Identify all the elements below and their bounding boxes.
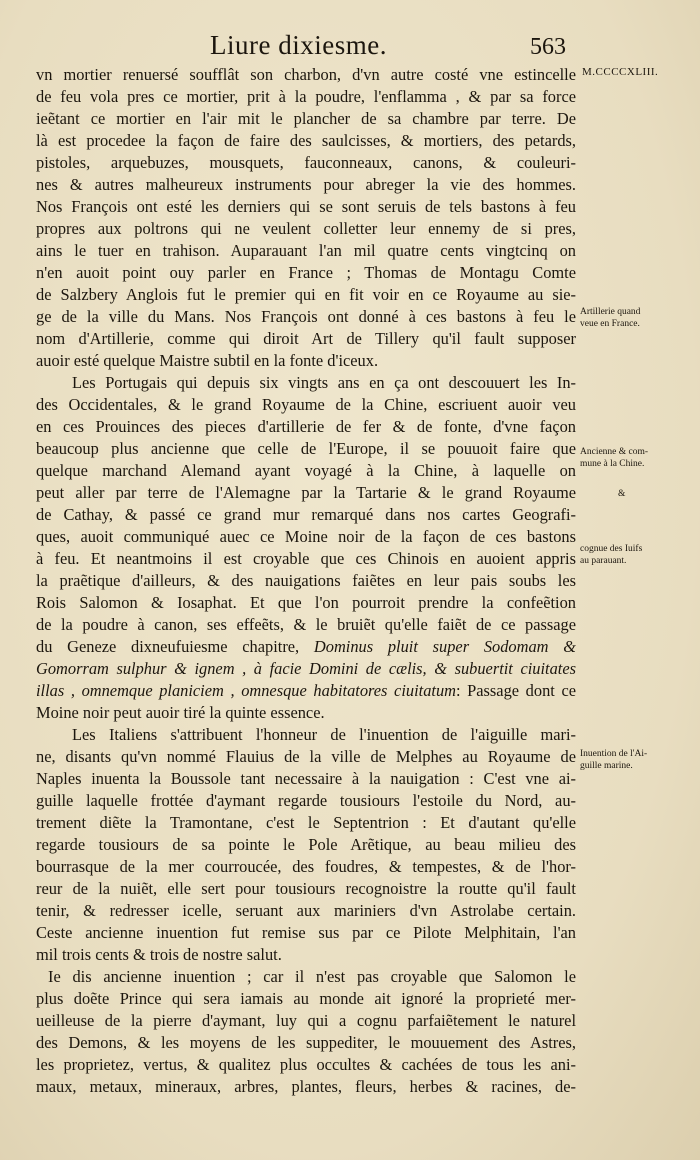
text-roman: ieẽtant ce mortier en l'air mit le plancher de sa chambre par terre. De [36,109,576,128]
text-italic-quote: Dominus pluit super Sodomam & [313,637,576,656]
margin-note-line: mune à la Chine. [580,459,645,469]
text-roman: Les Italiens s'attribuent l'honneur de l'inuention de l'aiguille mari- [72,725,576,744]
text-line [36,1054,576,1076]
margin-note-iuifs [580,543,692,567]
text-line [36,416,576,438]
text-line [36,152,576,174]
text-roman: maux, metaux, mineraux, arbres, plantes, fleurs, herbes & racines, de- [36,1077,576,1096]
text-line [36,922,576,944]
text-roman: les proprietez, vertus, & qualitez plus occultes & cachées de tous les ani- [36,1055,576,1074]
text-roman: de la poudre à canon, ses effeẽts, & le bruiẽt qu'elle faiẽt de ce passage [36,615,576,634]
text-line [36,592,576,614]
text-line [36,548,576,570]
text-roman: Ceste ancienne inuention fut remise sus par ce Pilote Melphitain, l'an [36,923,576,942]
margin-note-line: & [618,489,626,499]
text-roman: du Geneze dixneufuiesme chapitre, [36,637,314,656]
text-line [36,988,576,1010]
margin-note-line: Artillerie quand [580,307,641,317]
margin-note-artillerie [580,306,692,330]
margin-note-line: guille marine. [580,761,633,771]
text-line [36,1076,576,1098]
text-line [36,966,576,988]
text-roman: tenir, & redresser icelle, seruant aux mariniers d'vn Astrolabe certain. [36,901,576,920]
text-line [36,702,576,724]
margin-year-note: M.CCCCXLIII. [582,66,659,78]
text-line [36,328,576,350]
page-number: 563 [530,34,566,60]
text-roman: nom d'Artillerie, comme qui diroit Art de Tillery qu'il fault supposer [36,329,576,348]
text-roman: quelque marchand Alemand ayant voyagé à la Chine, à laquelle on [36,461,576,480]
margin-note-ampersand [618,488,700,500]
margin-note-line: Ancienne & com- [580,447,649,457]
text-roman: propres aux poltrons qui ne veulent colletter leur ennemy de si pres, [36,219,576,238]
text-line [36,658,576,680]
text-line [36,86,576,108]
text-roman: ge de la ville du Mans. Nos François ont donné à ces bastons à feu le [36,307,576,326]
text-roman: à feu. Et neantmoins il est croyable que ces Chinois en auoient appris [36,549,576,568]
text-roman: de Cathay, & passé ce grand mur remarqué dans nos cartes Geografi- [36,505,576,524]
text-roman: trement diẽte la Tramontane, c'est le Septentrion : Et d'autant qu'elle [36,813,576,832]
text-roman: en ces Prouinces des pieces d'artillerie de fer & de fonte, d'vne façon [36,417,576,436]
text-line [36,284,576,306]
text-line [36,460,576,482]
text-line [36,856,576,878]
text-roman: reur de la nuiẽt, elle sert pour tousiours recognoistre la routte qu'il fault [36,879,576,898]
margin-note-line: veue en France. [580,319,640,329]
text-line [36,306,576,328]
text-line [36,878,576,900]
text-line [36,768,576,790]
text-line [36,196,576,218]
margin-note-line: au parauant. [580,556,627,566]
text-roman: ques, auoit communiqué auec ce Moine noir de la façon de ces bastons [36,527,576,546]
text-roman: des Occidentales, & le grand Royaume de la Chine, escriuent auoir veu [36,395,576,414]
text-line [36,680,576,702]
text-line [36,526,576,548]
text-line [36,504,576,526]
text-roman: guille laquelle frottée d'aymant regarde tousiours l'estoile du Nord, au- [36,791,576,810]
text-roman: Ie dis ancienne inuention ; car il n'est pas croyable que Salomon le [48,967,576,986]
text-line [36,174,576,196]
text-roman: beaucoup plus ancienne que celle de l'Europe, il se pouuoit faire que [36,439,576,458]
text-roman: ains le tuer en trahison. Auparauant l'an mil quatre cents vingtcinq on [36,241,576,260]
text-roman: la praẽtique d'ailleurs, & des nauigations faiẽtes en leur pais soubs les [36,571,576,590]
text-roman: nes & autres malheureux instruments pour abreger la vie des hommes. [36,175,576,194]
text-line [36,482,576,504]
text-roman: vn mortier renuersé soufflât son charbon, d'vn autre costé vne estincelle [36,65,576,84]
text-line [36,240,576,262]
text-roman: Nos François ont esté les derniers qui se sont seruis de tels bastons à feu [36,197,576,216]
text-italic-quote: Gomorram sulphur & ignem , à facie Domini de cælis, & subuertit ciuitates [36,659,576,678]
text-roman: Rois Salomon & Iosaphat. Et que l'on pourroit prendre la confeẽtion [36,593,576,612]
text-line [36,570,576,592]
text-roman: peut aller par terre de l'Alemagne par la Tartarie & le grand Royaume [36,483,576,502]
text-roman: là est procedee la façon de faire des saulcisses, & mortiers, des petards, [36,131,576,150]
text-roman: mil trois cents & trois de nostre salut. [36,945,282,964]
text-roman: des Demons, & les moyens de les suppediter, le mouuement des Astres, [36,1033,576,1052]
text-line [36,944,576,966]
text-roman: ueilleuse de la pierre d'aymant, luy qui a cognu parfaiẽtement le naturel [36,1011,576,1030]
margin-note-line: cognue des Iuifs [580,544,643,554]
text-roman: de Salzbery Anglois fut le premier qui en fit voir en ce Royaume au sie- [36,285,576,304]
text-roman: pistoles, arquebuzes, mousquets, fauconneaux, canons, & couleuri- [36,153,576,172]
text-roman: auoir esté quelque Maistre subtil en la fonte d'iceux. [36,351,379,370]
text-line [36,812,576,834]
running-title: Liure dixiesme. [210,30,387,60]
text-roman: Moine noir peut auoir tiré la quinte essence. [36,703,325,722]
text-roman: plus doẽte Prince qui sera iamais au monde ait ignoré la proprieté mer- [36,989,576,1008]
text-roman: n'en auoit point ouy parler en France ; Thomas de Montagu Comte [36,263,576,282]
text-line [36,350,576,372]
text-line [36,900,576,922]
text-roman: ne, disants qu'vn nommé Flauius de la ville de Melphes au Royaume de [36,747,576,766]
text-line [36,636,576,658]
text-line [36,262,576,284]
text-line [36,724,576,746]
margin-note-ancienne [580,446,692,470]
text-line [36,218,576,240]
margin-note-aiguille [580,748,692,772]
text-line [36,438,576,460]
text-line [36,614,576,636]
text-roman: regarde tousiours de sa pointe le Pole Arẽtique, au beau milieu des [36,835,576,854]
text-italic-quote: illas , omnemque planiciem , omnesque habitatores ciuitatum [36,681,456,700]
text-line [36,372,576,394]
text-line [36,64,576,86]
text-line [36,130,576,152]
margin-note-line: Inuention de l'Ai- [580,749,648,759]
text-roman-after: : Passage dont ce [455,681,576,700]
text-line [36,746,576,768]
text-roman: de feu vola pres ce mortier, prit à la poudre, l'enflamma , & par sa force [36,87,576,106]
text-roman: Les Portugais qui depuis six vingts ans en ça ont descouuert les In- [72,373,576,392]
text-line [36,394,576,416]
text-roman: Naples inuenta la Boussole tant necessaire à la nauigation : C'est vne ai- [36,769,576,788]
body-text [36,64,576,1098]
text-line [36,834,576,856]
text-roman: bourrasque de la mer courroucée, des foudres, & tempestes, & de l'hor- [36,857,576,876]
text-line [36,1032,576,1054]
text-line [36,1010,576,1032]
text-line [36,108,576,130]
text-line [36,790,576,812]
